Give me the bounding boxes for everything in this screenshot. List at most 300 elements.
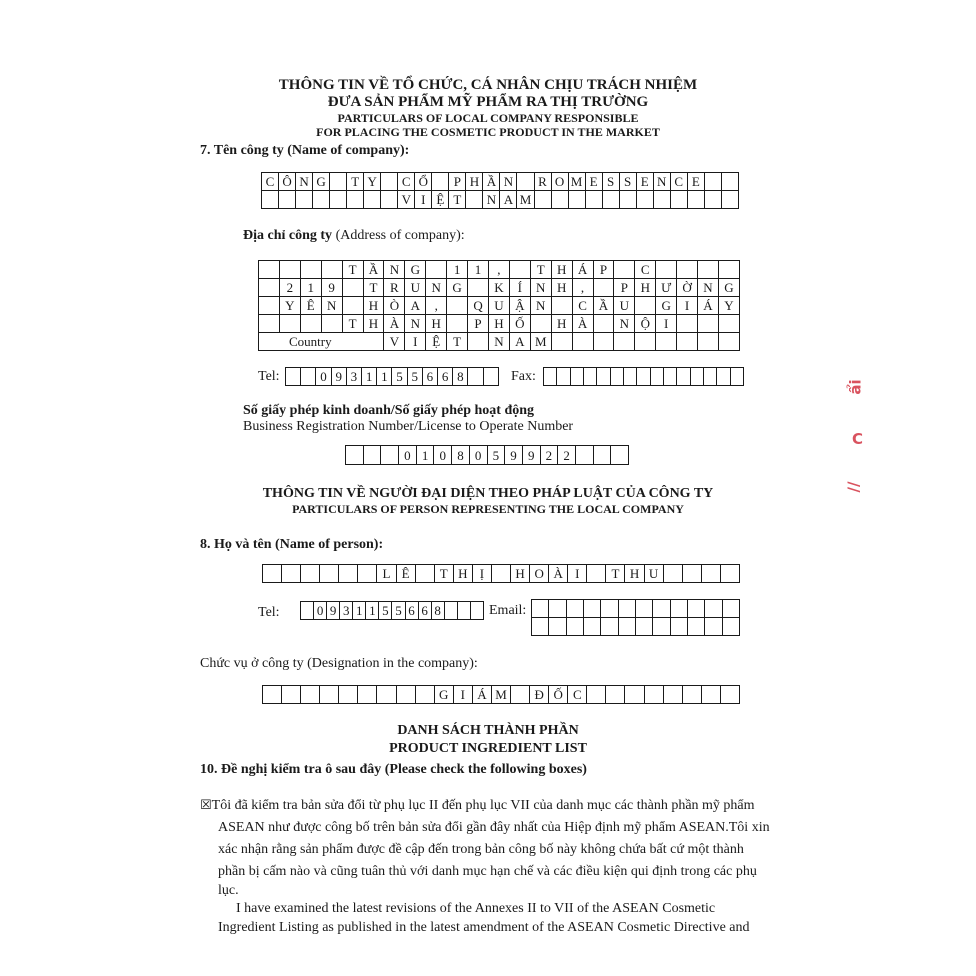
declaration-vi-line-5: lục. [218, 883, 239, 898]
char-cell: E [687, 173, 704, 191]
char-cell: T [342, 261, 363, 279]
char-cell: Ộ [635, 315, 656, 333]
char-cell [339, 686, 358, 704]
char-cell [593, 279, 614, 297]
char-cell [701, 686, 720, 704]
char-cell [566, 600, 583, 618]
char-cell: 0 [469, 446, 487, 465]
char-cell [468, 279, 489, 297]
char-cell: I [568, 565, 587, 583]
char-cell [670, 191, 687, 209]
char-cell: Ệ [426, 333, 447, 351]
char-cell [259, 279, 280, 297]
char-cell: C [568, 686, 587, 704]
char-cell [635, 297, 656, 315]
char-cell: , [488, 261, 509, 279]
char-cell: N [530, 279, 551, 297]
char-cell [682, 565, 701, 583]
company-tel-grid [285, 367, 499, 386]
company-name-grid [261, 172, 739, 209]
char-cell [653, 618, 670, 636]
char-cell: Ố [549, 686, 568, 704]
char-cell [583, 600, 600, 618]
char-cell: T [347, 173, 364, 191]
char-cell: H [551, 315, 572, 333]
license-label-en: Business Registration Number/License to Operate Number [243, 419, 574, 434]
char-cell: 6 [422, 368, 437, 386]
char-cell [534, 191, 551, 209]
char-cell [282, 565, 301, 583]
char-cell [381, 173, 398, 191]
declaration-vi-line-1: ☒Tôi đã kiểm tra bản sửa đổi từ phụ lục II đến phụ lục VII của danh mục các thành phần mỹ phẩm [200, 798, 755, 813]
char-cell [721, 173, 738, 191]
char-cell [690, 368, 703, 386]
char-cell: H [363, 297, 384, 315]
char-cell: L [377, 565, 396, 583]
char-cell: M [568, 173, 585, 191]
char-cell [687, 600, 704, 618]
char-cell [618, 618, 635, 636]
char-cell: C [635, 261, 656, 279]
char-cell [339, 565, 358, 583]
char-cell [263, 565, 282, 583]
char-cell: 8 [453, 368, 468, 386]
char-cell [637, 368, 650, 386]
char-cell: 1 [362, 368, 377, 386]
char-cell: O [551, 173, 568, 191]
char-cell: S [602, 173, 619, 191]
char-cell [330, 191, 347, 209]
check-boxes-label: 10. Đề nghị kiểm tra ô sau đây (Please check the following boxes) [200, 762, 587, 777]
char-cell: I [656, 315, 677, 333]
char-cell: Y [279, 297, 300, 315]
char-cell: N [614, 315, 635, 333]
char-cell: 1 [447, 261, 468, 279]
char-cell: R [384, 279, 405, 297]
char-cell [720, 565, 739, 583]
char-cell: H [363, 315, 384, 333]
char-cell: E [585, 173, 602, 191]
char-cell: H [551, 261, 572, 279]
char-cell: 3 [346, 368, 361, 386]
char-cell: 9 [522, 446, 540, 465]
char-cell: H [426, 315, 447, 333]
stamp-fragment-2: C [852, 430, 864, 448]
char-cell [301, 602, 314, 620]
char-cell [457, 602, 470, 620]
char-cell: G [447, 279, 468, 297]
char-cell [551, 297, 572, 315]
char-cell: V [398, 191, 415, 209]
char-cell [358, 686, 377, 704]
char-cell [720, 686, 739, 704]
char-cell: P [449, 173, 466, 191]
char-cell: Í [509, 279, 530, 297]
char-cell [718, 315, 739, 333]
char-cell: 5 [392, 368, 407, 386]
designation-grid [262, 685, 740, 704]
char-cell [677, 368, 690, 386]
char-cell: Ư [656, 279, 677, 297]
char-cell: 1 [468, 261, 489, 279]
char-cell [703, 368, 716, 386]
char-cell [570, 368, 583, 386]
char-cell [663, 686, 682, 704]
char-cell [282, 686, 301, 704]
char-cell [381, 446, 399, 465]
char-cell: Y [718, 297, 739, 315]
char-cell: À [572, 315, 593, 333]
header-title-en-2: FOR PLACING THE COSMETIC PRODUCT IN THE MARKET [316, 125, 660, 139]
char-cell [321, 315, 342, 333]
char-cell [618, 600, 635, 618]
char-cell: Ê [300, 297, 321, 315]
char-cell: N [698, 279, 719, 297]
char-cell [346, 446, 364, 465]
char-cell [532, 618, 549, 636]
char-cell: 6 [418, 602, 431, 620]
char-cell: Á [572, 261, 593, 279]
char-cell [650, 368, 663, 386]
header-title-vi-2: ĐƯA SẢN PHẨM MỸ PHẨM RA THỊ TRƯỜNG [327, 94, 649, 110]
char-cell: N [296, 173, 313, 191]
char-cell: H [488, 315, 509, 333]
person-email-label: Email: [489, 603, 527, 618]
char-cell: Ô [279, 173, 296, 191]
char-cell: T [449, 191, 466, 209]
char-cell [644, 686, 663, 704]
char-cell: N [483, 191, 500, 209]
char-cell: M [517, 191, 534, 209]
char-cell [396, 686, 415, 704]
char-cell [483, 368, 498, 386]
company-address-label: Địa chỉ công ty (Address of company): [243, 228, 465, 243]
char-cell [653, 600, 670, 618]
stamp-fragment-1: ẩi [846, 379, 865, 395]
char-cell [730, 368, 743, 386]
char-cell [701, 565, 720, 583]
char-cell [656, 333, 677, 351]
company-address-grid [258, 260, 740, 351]
char-cell: Y [364, 173, 381, 191]
char-cell: 9 [505, 446, 523, 465]
char-cell: N [384, 261, 405, 279]
declaration-vi-line-4: phần bị cấm nào và cũng tuân thủ với danh mục hạn chế và các điều kiện qui định trong các phụ [218, 864, 757, 879]
char-cell [568, 191, 585, 209]
char-cell [549, 618, 566, 636]
char-cell [509, 261, 530, 279]
char-cell [342, 297, 363, 315]
company-tel-label: Tel: [258, 369, 280, 384]
char-cell [377, 686, 396, 704]
company-fax-grid [543, 367, 744, 386]
char-cell [342, 279, 363, 297]
char-cell [347, 191, 364, 209]
char-cell [717, 368, 730, 386]
char-cell: T [342, 315, 363, 333]
char-cell [587, 686, 606, 704]
char-cell: , [572, 279, 593, 297]
char-cell [301, 686, 320, 704]
char-cell [635, 333, 656, 351]
char-cell [614, 261, 635, 279]
char-cell [447, 315, 468, 333]
char-cell: 1 [377, 368, 392, 386]
person-tel-label: Tel: [258, 605, 280, 620]
char-cell [426, 261, 447, 279]
char-cell [358, 565, 377, 583]
char-cell: 2 [540, 446, 558, 465]
char-cell [635, 600, 652, 618]
char-cell [279, 261, 300, 279]
char-cell: 9 [327, 602, 340, 620]
char-cell: N [488, 333, 509, 351]
person-name-label: 8. Họ và tên (Name of person): [200, 537, 384, 552]
char-cell [677, 261, 698, 279]
company-fax-label: Fax: [511, 369, 536, 384]
char-cell [682, 686, 701, 704]
declaration-en-line-2: Ingredient Listing as published in the latest amendment of the ASEAN Cosmetic Directive and [218, 920, 750, 935]
char-cell: 6 [438, 368, 453, 386]
char-cell [572, 333, 593, 351]
char-cell: 5 [407, 368, 422, 386]
char-cell [597, 368, 610, 386]
char-cell [544, 368, 557, 386]
char-cell [470, 602, 483, 620]
char-cell: K [488, 279, 509, 297]
char-cell: , [426, 297, 447, 315]
char-cell: C [572, 297, 593, 315]
char-cell: I [405, 333, 426, 351]
char-cell [687, 618, 704, 636]
char-cell [677, 333, 698, 351]
char-cell [575, 446, 593, 465]
char-cell [259, 297, 280, 315]
header-title-vi-1: THÔNG TIN VỀ TỔ CHỨC, CÁ NHÂN CHỊU TRÁCH NHIỆM [278, 77, 698, 93]
char-cell: G [405, 261, 426, 279]
char-cell [593, 315, 614, 333]
char-cell: V [384, 333, 405, 351]
char-cell [587, 565, 606, 583]
char-cell: M [530, 333, 551, 351]
char-cell: H [466, 173, 483, 191]
char-cell: 1 [416, 446, 434, 465]
char-cell: 1 [366, 602, 379, 620]
char-cell [532, 600, 549, 618]
char-cell [606, 686, 625, 704]
char-cell: C [670, 173, 687, 191]
char-cell: O [530, 565, 549, 583]
char-cell [656, 261, 677, 279]
char-cell [670, 600, 687, 618]
char-cell [677, 315, 698, 333]
char-cell: G [718, 279, 739, 297]
char-cell [705, 600, 722, 618]
char-cell [320, 565, 339, 583]
char-cell [611, 446, 629, 465]
stamp-fragment-3: // [844, 481, 863, 493]
char-cell: N [530, 297, 551, 315]
char-cell [491, 565, 510, 583]
char-cell [468, 368, 483, 386]
char-cell: G [313, 173, 330, 191]
country-label: Country [259, 333, 384, 351]
char-cell: G [434, 686, 453, 704]
char-cell: 6 [405, 602, 418, 620]
char-cell: T [363, 279, 384, 297]
char-cell [286, 368, 301, 386]
license-number-grid [345, 445, 629, 465]
char-cell: 0 [399, 446, 417, 465]
char-cell [320, 686, 339, 704]
ingredient-title-vi: DANH SÁCH THÀNH PHẦN [397, 723, 579, 738]
char-cell: N [321, 297, 342, 315]
char-cell [313, 191, 330, 209]
char-cell [447, 297, 468, 315]
char-cell [415, 565, 434, 583]
char-cell [259, 261, 280, 279]
char-cell: P [614, 279, 635, 297]
char-cell: 0 [316, 368, 331, 386]
char-cell: P [468, 315, 489, 333]
char-cell [663, 368, 676, 386]
char-cell [585, 191, 602, 209]
char-cell: N [405, 315, 426, 333]
char-cell: U [405, 279, 426, 297]
char-cell [279, 315, 300, 333]
char-cell: H [635, 279, 656, 297]
char-cell: 0 [434, 446, 452, 465]
char-cell: 5 [379, 602, 392, 620]
char-cell: 5 [392, 602, 405, 620]
char-cell: 9 [331, 368, 346, 386]
char-cell: T [530, 261, 551, 279]
char-cell: Ầ [363, 261, 384, 279]
char-cell: U [488, 297, 509, 315]
char-cell [583, 368, 596, 386]
char-cell: M [491, 686, 510, 704]
char-cell: 5 [487, 446, 505, 465]
char-cell: 3 [340, 602, 353, 620]
char-cell [593, 333, 614, 351]
char-cell [432, 173, 449, 191]
char-cell [263, 686, 282, 704]
char-cell [718, 333, 739, 351]
char-cell [653, 191, 670, 209]
char-cell: Ị [472, 565, 491, 583]
char-cell: G [656, 297, 677, 315]
char-cell [364, 191, 381, 209]
declaration-en-line-1: I have examined the latest revisions of the Annexes II to VII of the ASEAN Cosmetic [236, 901, 716, 916]
char-cell [296, 191, 313, 209]
char-cell: 2 [558, 446, 576, 465]
char-cell: T [434, 565, 453, 583]
char-cell [468, 333, 489, 351]
char-cell: Ệ [432, 191, 449, 209]
person-tel-grid [300, 601, 484, 620]
char-cell: C [262, 173, 279, 191]
declaration-vi-line-3: xác nhận rằng sản phẩm được đề cập đến trong bản công bố này không chứa bất cứ một thành [218, 842, 744, 857]
char-cell [444, 602, 457, 620]
char-cell [663, 565, 682, 583]
company-name-label: 7. Tên công ty (Name of company): [200, 143, 410, 158]
char-cell: Ậ [509, 297, 530, 315]
char-cell: 2 [279, 279, 300, 297]
char-cell [722, 618, 739, 636]
char-cell [363, 446, 381, 465]
char-cell [551, 191, 568, 209]
char-cell: Q [468, 297, 489, 315]
char-cell [698, 333, 719, 351]
designation-label: Chức vụ ở công ty (Designation in the company): [200, 656, 478, 671]
char-cell: T [447, 333, 468, 351]
char-cell [551, 333, 572, 351]
char-cell [511, 686, 530, 704]
char-cell [635, 618, 652, 636]
char-cell [687, 191, 704, 209]
declaration-vi-line-2: ASEAN như được công bố trên bản sửa đổi gần đây nhất của Hiệp định mỹ phẩm ASEAN.Tôi xin [218, 820, 770, 835]
char-cell [583, 618, 600, 636]
char-cell: Á [472, 686, 491, 704]
char-cell: T [606, 565, 625, 583]
char-cell [698, 261, 719, 279]
char-cell [300, 261, 321, 279]
char-cell [722, 600, 739, 618]
char-cell [593, 446, 611, 465]
char-cell [301, 368, 316, 386]
char-cell: I [677, 297, 698, 315]
char-cell: H [625, 565, 644, 583]
char-cell [602, 191, 619, 209]
char-cell: Đ [530, 686, 549, 704]
person-email-grid [531, 599, 740, 636]
char-cell [704, 173, 721, 191]
char-cell: 0 [314, 602, 327, 620]
person-name-grid [262, 564, 740, 583]
char-cell [262, 191, 279, 209]
char-cell: S [619, 173, 636, 191]
char-cell: N [653, 173, 670, 191]
ingredient-title-en: PRODUCT INGREDIENT LIST [389, 741, 587, 756]
char-cell: Á [698, 297, 719, 315]
char-cell [259, 315, 280, 333]
char-cell: 8 [431, 602, 444, 620]
char-cell: P [593, 261, 614, 279]
char-cell: 1 [300, 279, 321, 297]
char-cell [698, 315, 719, 333]
char-cell [321, 261, 342, 279]
char-cell: 8 [452, 446, 470, 465]
header-title-en-1: PARTICULARS OF LOCAL COMPANY RESPONSIBLE [337, 111, 639, 125]
char-cell: Ố [509, 315, 530, 333]
char-cell: Ê [396, 565, 415, 583]
char-cell: H [511, 565, 530, 583]
char-cell: Ầ [593, 297, 614, 315]
char-cell [601, 600, 618, 618]
char-cell [381, 191, 398, 209]
char-cell [530, 315, 551, 333]
char-cell [636, 191, 653, 209]
char-cell: Ổ [415, 173, 432, 191]
char-cell [704, 191, 721, 209]
char-cell: C [398, 173, 415, 191]
char-cell [625, 686, 644, 704]
char-cell [415, 686, 434, 704]
checked-box-icon[interactable]: ☒ [200, 798, 212, 813]
char-cell [279, 191, 296, 209]
char-cell: 9 [321, 279, 342, 297]
char-cell [517, 173, 534, 191]
